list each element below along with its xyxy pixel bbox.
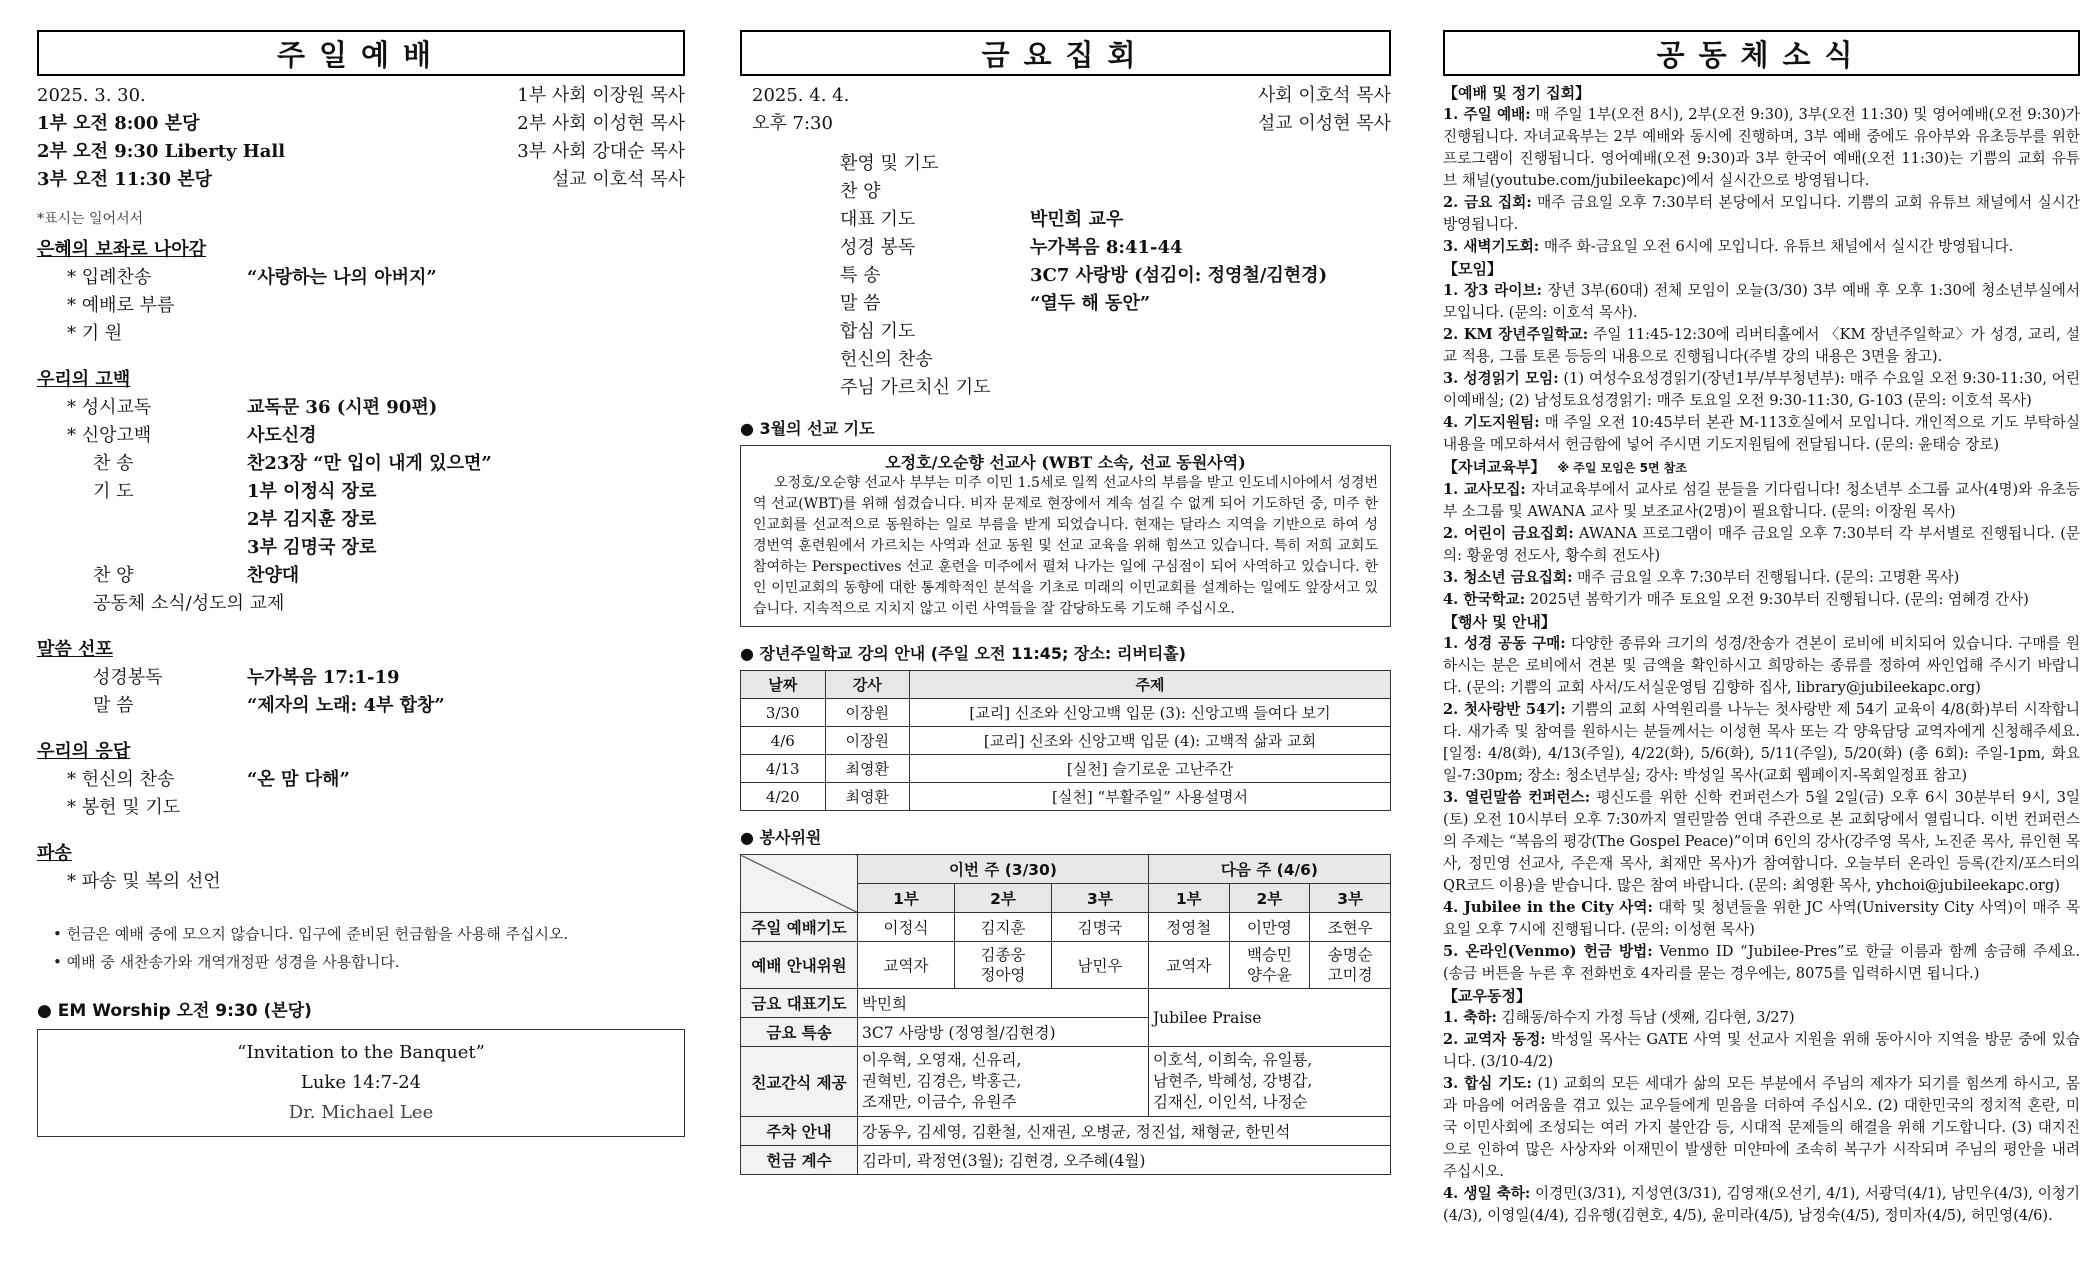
- news-item-text: 매주 화-금요일 오전 6시에 모입니다. 유튜브 채널에서 실시간 방영됩니다.: [1539, 238, 2014, 255]
- friday-header: 금요집회: [740, 30, 1391, 76]
- col-header: 날짜: [741, 671, 826, 699]
- news-item-text: 김해동/하수지 가정 득남 (셋째, 김다현, 3/27): [1496, 1009, 1795, 1026]
- table-cell: 최영환: [825, 783, 910, 811]
- em-sermon-title: “Invitation to the Banquet”: [237, 1042, 485, 1063]
- cell: 정영철: [1148, 913, 1229, 942]
- friday-leader: 사회 이호석 목사: [1257, 85, 1391, 106]
- news-item-text: 매주 금요일 오후 7:30부터 본당에서 모입니다. 기쁨의 교회 유튜브 채널에서 실시간 방영됩니다.: [1443, 194, 2080, 233]
- order-item: [840, 318, 1391, 346]
- news-item-text: 매 주일 1부(오전 8시), 2부(오전 9:30), 3부(오전 11:30) 및 영어예배(오전 9:30)가 진행됩니다. 자녀교육부는 2부 예배와 동시에 진행하며, 3부 예배 중에도 유아부와 유초등부를 위한 프로그램이 진행됩니다. 영어예배(오전 9:30)과 3부 한국어 예배(오전 11:30)는 기쁨의 교회 유튜브 채널(youtube.com/jubileekapc)에서 실시간으로 방영됩니다.: [1443, 106, 2080, 189]
- news-item: [1443, 192, 2080, 236]
- part-header: 2부: [1229, 884, 1310, 913]
- order-item-label: 찬 양: [93, 565, 134, 586]
- service-time-1: 1부 오전 8:00 본당: [37, 113, 200, 134]
- week-this-header: 이번 주 (3/30): [858, 855, 1149, 884]
- news-item-title: 3. 합심 기도:: [1443, 1075, 1532, 1092]
- part-header: 2부: [954, 884, 1051, 913]
- mission-title: ● 3월의 선교 기도: [740, 419, 875, 438]
- order-item: [37, 590, 685, 618]
- news-item: [1443, 368, 2080, 412]
- row-label: 금요 대표기도: [741, 989, 858, 1018]
- news-item-text: 다양한 종류와 크기의 성경/찬송가 견본이 로비에 비치되어 있습니다. 구매를 원하시는 분은 로비에서 견본 및 금액을 확인하시고 희망하는 종류를 정하여 싸인업해 주시기 바랍니다. (문의: 기쁨의 교회 사서/도서실운영팀 김향하 집사, library@jubileekapc.org): [1443, 635, 2080, 696]
- order-item: [840, 290, 1391, 318]
- table-cell: 이장원: [825, 699, 910, 727]
- news-item: [1443, 787, 2080, 897]
- volunteer-table: [740, 854, 1391, 1175]
- news-item-title: 3. 청소년 금요집회:: [1443, 569, 1573, 586]
- order-list: [37, 868, 685, 896]
- order-item-value: [247, 868, 685, 896]
- order-item-label: 합심 기도: [840, 321, 916, 342]
- order-item: [37, 794, 685, 822]
- cell: 이만영: [1229, 913, 1310, 942]
- cell: 조현우: [1310, 913, 1391, 942]
- news-item-title: 2. 교역자 동정:: [1443, 1031, 1546, 1048]
- order-item: [37, 320, 685, 348]
- order-item: [37, 264, 685, 292]
- order-item-value: [1030, 346, 1391, 374]
- table-row: [741, 699, 1391, 727]
- cell: 이호석, 이희숙, 유일룡, 남현주, 박혜성, 강병갑, 김재신, 이인석, 나정순: [1148, 1047, 1390, 1117]
- col-header: 주제: [910, 671, 1391, 699]
- friday-gathering-column: [740, 30, 1391, 1175]
- order-item-label: * 기 원: [67, 323, 123, 344]
- cell: Jubilee Praise: [1148, 989, 1390, 1047]
- order-item-value: [1030, 318, 1391, 346]
- news-body: [1443, 82, 2080, 1227]
- news-item: [1443, 324, 2080, 368]
- news-section-subnote: ※ 주일 모임은 5면 참조: [1557, 461, 1687, 475]
- news-item-text: 매주 금요일 오후 7:30부터 진행됩니다. (문의: 고명환 목사): [1572, 569, 1960, 586]
- cell: 남민우: [1051, 942, 1148, 989]
- news-item-title: 1. 성경 공동 구매:: [1443, 635, 1566, 652]
- standing-note: *표시는 일어서서: [37, 211, 144, 227]
- news-item: [1443, 523, 2080, 567]
- friday-info: [740, 82, 1391, 138]
- news-item: [1443, 699, 2080, 787]
- news-item-title: 4. Jubilee in the City 사역:: [1443, 899, 1653, 916]
- news-item: [1443, 479, 2080, 523]
- cell: 3C7 사랑방 (정영철/김현경): [858, 1018, 1149, 1047]
- em-worship-title: ● EM Worship 오전 9:30 (본당): [37, 1001, 312, 1021]
- news-item: [1443, 941, 2080, 985]
- order-item-value: “온 맘 다해”: [247, 769, 350, 790]
- part-header: 3부: [1051, 884, 1148, 913]
- section-title: 말씀 선포: [37, 639, 113, 660]
- order-list: [37, 664, 685, 720]
- order-item-label: 말 씀: [840, 293, 881, 314]
- news-section-title-text: 【자녀교육부】: [1443, 458, 1546, 476]
- order-item-label: 환영 및 기도: [840, 153, 939, 174]
- news-section-title-text: 【행사 및 안내】: [1443, 613, 1556, 631]
- news-item-text: 장년 3부(60대) 전체 모임이 오늘(3/30) 3부 예배 후 오후 1:30에 청소년부실에서 모입니다. (문의: 이호석 목사).: [1443, 282, 2080, 321]
- order-item-label: 성경봉독: [93, 667, 163, 688]
- sunday-worship-header: 주일예배: [37, 30, 685, 76]
- order-list: [37, 264, 685, 348]
- worship-notes: [37, 920, 685, 976]
- cell: 이정식: [858, 913, 955, 942]
- table-cell: [실천] 슬기로운 고난주간: [910, 755, 1391, 783]
- order-item-value: [247, 320, 685, 348]
- part-header: 1부: [858, 884, 955, 913]
- order-item-value: “열두 해 동안”: [1030, 293, 1151, 314]
- order-item-value: [1030, 178, 1391, 206]
- news-section-title: [1443, 456, 2080, 479]
- order-item-value: 찬양대: [247, 565, 300, 586]
- service-time-2: 2부 오전 9:30 Liberty Hall: [37, 141, 286, 162]
- friday-order: [740, 150, 1391, 402]
- sunday-worship-column: [37, 30, 685, 1137]
- order-item: [840, 206, 1391, 234]
- service-date: 2025. 3. 30.: [37, 85, 146, 106]
- news-item-title: 1. 축하:: [1443, 1009, 1497, 1026]
- row-label: 예배 안내위원: [741, 942, 858, 989]
- friday-preacher: 설교 이성현 목사: [1257, 113, 1391, 134]
- news-item-title: 3. 새벽기도회:: [1443, 238, 1540, 255]
- service-time-3: 3부 오전 11:30 본당: [37, 169, 213, 190]
- row-label: 주일 예배기도: [741, 913, 858, 942]
- order-item: [840, 262, 1391, 290]
- news-item-text: 박성일 목사는 GATE 사역 및 선교사 지원을 위해 동아시아 지역을 방문 중에 있습니다. (3/10-4/2): [1443, 1031, 2080, 1070]
- community-news-column: [1443, 30, 2080, 1227]
- news-item-text: 2025년 봄학기가 매주 토요일 오전 9:30부터 진행됩니다. (문의: 염혜경 간사): [1525, 591, 2029, 608]
- news-item-title: 4. 한국학교:: [1443, 591, 1526, 608]
- order-item: [37, 450, 685, 478]
- news-item-title: 1. 장3 라이브:: [1443, 282, 1542, 299]
- order-item-value: “제자의 노래: 4부 합창”: [247, 695, 445, 716]
- order-item-value: [284, 590, 685, 618]
- order-item: [37, 506, 685, 534]
- news-item-title: 2. 금요 집회:: [1443, 194, 1532, 211]
- cell: 김라미, 곽정연(3월); 김현경, 오주혜(4월): [858, 1146, 1391, 1175]
- order-item-label: * 헌신의 찬송: [67, 769, 175, 790]
- table-cell: 이장원: [825, 727, 910, 755]
- order-item: [37, 534, 685, 562]
- row-label: 주차 안내: [741, 1117, 858, 1146]
- service-volunteers-title: ● 봉사위원: [740, 828, 822, 847]
- order-item: [37, 394, 685, 422]
- order-item-label: 대표 기도: [840, 209, 916, 230]
- news-item-text: 기쁨의 교회 사역원리를 나누는 첫사랑반 제 54기 교육이 4/8(화)부터 시작합니다. 새가족 및 참여를 원하시는 분들께서는 이성현 목사 또는 각 양육담당 교역자에게 신청해주세요. [일정: 4/8(화), 4/13(주일), 4/22(화), 5/6(화), 5/11(주일), 5/20(화) (총 6회): 주일-1pm, 화요일-7:30pm; 장소: 청소년부실; 강사: 박성일 목사(교회 웹페이지-목회일정표 참고): [1443, 701, 2080, 784]
- note-hymnal: • 예배 중 새찬송가와 개역개정판 성경을 사용합니다.: [53, 953, 400, 971]
- friday-date: 2025. 4. 4.: [752, 85, 850, 106]
- order-item-value: 사도신경: [247, 425, 317, 446]
- school-title: ● 장년주일학교 강의 안내 (주일 오전 11:45; 장소: 리버티홀): [740, 644, 1186, 663]
- table-cell: 4/13: [741, 755, 826, 783]
- cell: 이우혁, 오영재, 신유리, 권혁빈, 김경은, 박홍근, 조재만, 이금수, 유원주: [858, 1047, 1149, 1117]
- order-item: [37, 664, 685, 692]
- order-item-label: * 파송 및 복의 선언: [67, 871, 221, 892]
- order-item-value: 박민희 교우: [1030, 209, 1124, 230]
- table-cell: 3/30: [741, 699, 826, 727]
- news-item: [1443, 1029, 2080, 1073]
- col-header: 강사: [825, 671, 910, 699]
- news-item-title: 4. 기도지원팀:: [1443, 414, 1540, 431]
- order-item-label: * 입례찬송: [67, 267, 152, 288]
- order-item: [840, 178, 1391, 206]
- order-item-value: [247, 292, 685, 320]
- order-item: [37, 562, 685, 590]
- order-item-value: 누가복음 8:41-44: [1030, 237, 1183, 258]
- order-item-value: 누가복음 17:1-19: [247, 667, 400, 688]
- preacher: 설교 이호석 목사: [551, 169, 685, 190]
- news-item: [1443, 567, 2080, 589]
- school-table: [740, 670, 1391, 811]
- news-item-title: 2. 어린이 금요집회:: [1443, 525, 1574, 542]
- order-item-label: 기 도: [93, 481, 134, 502]
- table-cell: 4/6: [741, 727, 826, 755]
- news-item: [1443, 1183, 2080, 1227]
- order-item: [840, 150, 1391, 178]
- news-item: [1443, 1073, 2080, 1183]
- news-item: [1443, 897, 2080, 941]
- note-offering: • 헌금은 예배 중에 모으지 않습니다. 입구에 준비된 헌금함을 사용해 주십시오.: [53, 925, 569, 943]
- news-item-text: Venmo ID “Jubilee-Pres”로 한글 이름과 함께 송금해 주세요. (송금 버튼을 누른 후 전화번호 4자리를 묻는 경우에는, 8075를 입력하시면 됩니다.): [1443, 943, 2080, 982]
- section-title: 파송: [37, 843, 72, 864]
- news-item: [1443, 589, 2080, 611]
- section-title: 은혜의 보좌로 나아감: [37, 239, 207, 260]
- cell: 송명순 고미경: [1310, 942, 1391, 989]
- order-item-value: [1030, 374, 1391, 402]
- friday-time: 오후 7:30: [752, 113, 833, 134]
- news-item-title: 2. 첫사랑반 54기:: [1443, 701, 1566, 718]
- news-item-text: (1) 교회의 모든 세대가 삶의 모든 부분에서 주님의 제자가 되기를 힘쓰게 하시고, 몸과 마음에 어려움을 겪고 있는 교우들에게 믿음을 더하여 주십시오. (2) 대한민국의 정치적 혼란, 미국 이민사회에 조성되는 여러 가지 불안감 등, 시대적 문제들의 해결을 위해 기도합니다. (3) 대지진으로 인하여 많은 사상자와 이재민이 발생한 미얀마에 조속히 복구가 시작되며 주님의 평안을 내려 주십시오.: [1443, 1075, 2080, 1180]
- row-label: 헌금 계수: [741, 1146, 858, 1175]
- cell: 김명국: [1051, 913, 1148, 942]
- order-item-value: 1부 이정식 장로: [247, 481, 377, 502]
- order-item: [37, 292, 685, 320]
- missionary-name: 오정호/오순향 선교사 (WBT 소속, 선교 동원사역): [885, 453, 1246, 472]
- cell: 강동우, 김세영, 김환철, 신재권, 오병균, 정진섭, 채형균, 한민석: [858, 1117, 1391, 1146]
- table-cell: 최영환: [825, 755, 910, 783]
- section-title: 우리의 응답: [37, 741, 131, 762]
- table-cell: [실천] “부활주일” 사용설명서: [910, 783, 1391, 811]
- table-row: [741, 755, 1391, 783]
- order-item-label: * 성시교독: [67, 397, 152, 418]
- row-label: 친교간식 제공: [741, 1047, 858, 1117]
- news-item-title: 1. 교사모집:: [1443, 481, 1526, 498]
- school-body: [741, 699, 1391, 811]
- order-item-value: “사랑하는 나의 아버지”: [247, 267, 437, 288]
- order-item-label: [37, 506, 247, 534]
- order-item-label: 헌신의 찬송: [840, 349, 933, 370]
- community-news-header: 공동체소식: [1443, 30, 2080, 76]
- leader-1: 1부 사회 이장원 목사: [517, 85, 685, 106]
- news-item-text: (1) 여성수요성경읽기(장년1부/부부청년부): 매주 수요일 오전 9:30-11:30, 어린이예배실; (2) 남성토요성경읽기: 매주 토요일 오전 9:30-11:30, G-103 (문의: 이호석 목사): [1443, 370, 2080, 409]
- em-preacher: Dr. Michael Lee: [288, 1102, 434, 1123]
- news-item-text: AWANA 프로그램이 매주 금요일 오후 7:30부터 각 부서별로 진행됩니다. (문의: 황윤영 전도사, 황수희 전도사): [1443, 525, 2081, 564]
- order-item-label: 찬 송: [93, 453, 134, 474]
- news-item-title: 3. 열린말씀 컨퍼런스:: [1443, 789, 1591, 806]
- cell: 교역자: [858, 942, 955, 989]
- mission-text: 오정호/오순향 선교사 부부는 미주 이민 1.5세로 일찍 선교사의 부름을 받고 인도네시아에서 성경번역 선교(WBT)를 위해 섬겼습니다. 비자 문제로 현장에서 계속 섬길 수 없게 되어 기도하던 중, 미주 한인교회를 선교적으로 동원하는 일로 부름을 받게 되었습니다. 현재는 달라스 지역을 기반으로 하여 성경번역 훈련원에서 가르치는 사역과 선교 동원 및 선교 교육을 위해 힘쓰고 있습니다. 특히 저희 교회도 참여하는 Perspectives 선교 훈련을 미주에서 펼쳐 나가는 일에 구심점이 되어 사역하고 있습니다. 한인 이민교회의 동향에 대한 통계학적인 분석을 기초로 미래의 이민교회를 설계하는 일에도 앞장서고 있습니다. 지속적으로 지치지 않고 이런 사역들을 잘 감당하도록 기도해 주십시오.: [753, 475, 1378, 617]
- part-header: 1부: [1148, 884, 1229, 913]
- table-row: [741, 783, 1391, 811]
- order-item-value: 교독문 36 (시편 90편): [247, 397, 438, 418]
- news-item-text: 매 주일 오전 10:45부터 본관 M-113호실에서 모입니다. 개인적으로 기도 부탁하실 내용을 메모하셔서 헌금함에 넣어 주시면 기도지원팀에 전달됩니다. (문의: 윤태승 장로): [1443, 414, 2080, 453]
- cell: 백승민 양수윤: [1229, 942, 1310, 989]
- em-scripture: Luke 14:7-24: [300, 1072, 422, 1093]
- leader-2: 2부 사회 이성현 목사: [517, 113, 685, 134]
- news-item: [1443, 236, 2080, 258]
- order-item-value: 3C7 사랑방 (섬김이: 정영철/김현경): [1030, 265, 1328, 286]
- news-item-title: 4. 생일 축하:: [1443, 1185, 1531, 1202]
- table-row: [741, 727, 1391, 755]
- order-item-label: 찬 양: [840, 181, 881, 202]
- news-item: [1443, 280, 2080, 324]
- order-item-label: 공동체 소식/성도의 교제: [93, 593, 285, 614]
- news-item-title: 5. 온라인(Venmo) 헌금 방법:: [1443, 943, 1653, 960]
- order-item-value: 3부 김명국 장로: [247, 537, 377, 558]
- table-cell: [교리] 신조와 신앙고백 입문 (3): 신앙고백 들여다 보기: [910, 699, 1391, 727]
- news-item-text: 평신도를 위한 신학 컨퍼런스가 5월 2일(금) 오후 6시 30분부터 9시, 3일(토) 오전 10시부터 오후 7:30까지 열린말씀 연대 주관으로 본 교회당에서 열립니다. 이번 컨퍼런스의 주제는 “복음의 평강(The Gospel Peace)”이며 6인의 강사(강주영 목사, 노진준 목사, 류인현 목사, 정민영 선교사, 주은재 목사, 최재만 목사)가 참여합니다. 오늘부터 온라인 등록(간지/포스터의 QR코드 이용)을 받습니다. 많은 참여 바랍니다. (문의: 최영환 목사, yhchoi@jubileekapc.org): [1443, 789, 2080, 894]
- news-item-text: 자녀교육부에서 교사로 섬길 분들을 기다립니다! 청소년부 소그룹 교사(4명)와 유초등부 소그룹 및 AWANA 교사 및 보조교사(2명)이 필요합니다. (문의: 이장원 목사): [1443, 481, 2081, 520]
- table-corner: [741, 855, 858, 913]
- service-info: [37, 82, 685, 194]
- cell: 교역자: [1148, 942, 1229, 989]
- order-item-value: 2부 김지훈 장로: [247, 509, 377, 530]
- order-item: [840, 234, 1391, 262]
- order-item: [37, 868, 685, 896]
- order-item-value: [247, 794, 685, 822]
- news-item: [1443, 1007, 2080, 1029]
- news-item: [1443, 104, 2080, 192]
- news-section-title: [1443, 258, 2080, 280]
- table-cell: 4/20: [741, 783, 826, 811]
- week-next-header: 다음 주 (4/6): [1148, 855, 1390, 884]
- order-item-value: [1030, 150, 1391, 178]
- order-item-value: 찬23장 “만 입이 내게 있으면”: [247, 453, 492, 474]
- part-header: 3부: [1310, 884, 1391, 913]
- order-item-label: 특 송: [840, 265, 881, 286]
- order-item-label: * 봉헌 및 기도: [67, 797, 181, 818]
- order-item-label: 성경 봉독: [840, 237, 916, 258]
- order-item-label: [37, 534, 247, 562]
- news-section-title: [1443, 985, 2080, 1007]
- mission-box: [740, 445, 1391, 627]
- cell: 박민희: [858, 989, 1149, 1018]
- table-cell: [교리] 신조와 신앙고백 입문 (4): 고백적 삶과 교회: [910, 727, 1391, 755]
- order-item: [840, 374, 1391, 402]
- order-item: [37, 692, 685, 720]
- order-item-label: 말 씀: [93, 695, 134, 716]
- order-item: [37, 422, 685, 450]
- news-item: [1443, 633, 2080, 699]
- news-section-title-text: 【예배 및 정기 집회】: [1443, 84, 1591, 102]
- news-item-title: 1. 주일 예배:: [1443, 106, 1531, 123]
- order-item-label: * 예배로 부름: [67, 295, 175, 316]
- news-section-title-text: 【교우동정】: [1443, 987, 1531, 1005]
- cell: 김종웅 정아영: [954, 942, 1051, 989]
- news-item-title: 2. KM 장년주일학교:: [1443, 326, 1589, 343]
- order-item: [840, 346, 1391, 374]
- order-item: [37, 478, 685, 506]
- order-item-label: * 신앙고백: [67, 425, 152, 446]
- leader-3: 3부 사회 강대순 목사: [517, 141, 685, 162]
- row-label: 금요 특송: [741, 1018, 858, 1047]
- section-title: 우리의 고백: [37, 369, 131, 390]
- order-item-label: 주님 가르치신 기도: [840, 377, 991, 398]
- news-item-title: 3. 성경읽기 모임:: [1443, 370, 1559, 387]
- news-item-text: 이경민(3/31), 지성연(3/31), 김영재(오선기, 4/1), 서광덕(4/1), 남민우(4/3), 이청기(4/3), 이영일(4/4), 김유행(김현호, 4/5), 윤미라(4/5), 남정숙(4/5), 정미자(4/5), 허민영(4/6).: [1443, 1185, 2080, 1224]
- order-list: [37, 766, 685, 822]
- news-item-text: 주일 11:45-12:30에 리버티홀에서 〈KM 장년주일학교〉가 성경, 교리, 설교 적용, 그룹 토론 등등의 내용으로 진행됩니다(주별 강의 내용은 3면을 참고).: [1443, 326, 2080, 365]
- cell: 김지훈: [954, 913, 1051, 942]
- order-item: [37, 766, 685, 794]
- news-section-title: [1443, 611, 2080, 633]
- em-worship-box: [37, 1029, 685, 1137]
- news-section-title: [1443, 82, 2080, 104]
- order-list: [37, 394, 685, 618]
- news-item-text: 대학 및 청년들을 위한 JC 사역(University City 사역)이 매주 목요일 오후 7시에 진행됩니다. (문의: 이성현 목사): [1443, 899, 2080, 938]
- news-item: [1443, 412, 2080, 456]
- news-section-title-text: 【모임】: [1443, 260, 1502, 278]
